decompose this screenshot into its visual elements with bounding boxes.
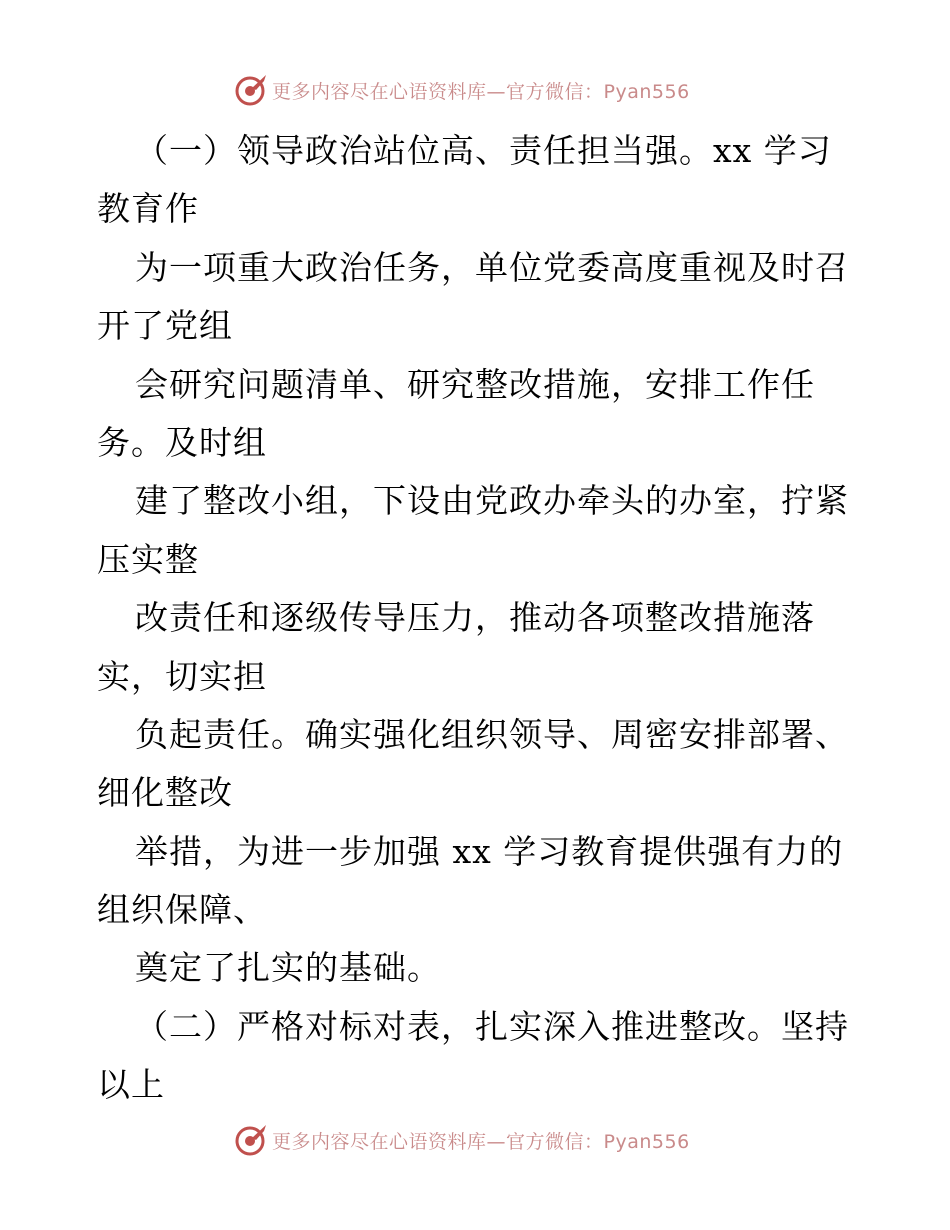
text-line: 举措，为进一步加强 xx 学习教育提供强有力的 <box>135 831 844 871</box>
text-line: 务。及时组 <box>97 422 267 462</box>
text-line: 细化整改 <box>97 773 233 813</box>
header-watermark-banner <box>234 70 690 110</box>
header-banner-text: 更多内容尽在心语资料库—官方微信：Pyan556 <box>272 80 690 103</box>
text-line: 建了整改小组，下设由党政办牵头的办室，拧紧 <box>135 481 849 521</box>
footer-watermark-banner <box>234 1120 690 1160</box>
text-line: 奠定了扎实的基础。 <box>135 948 441 988</box>
quill-circle-logo-icon <box>234 1123 268 1157</box>
text-line: 组织保障、 <box>97 890 267 930</box>
text-line: 改责任和逐级传导压力，推动各项整改措施落 <box>135 598 815 638</box>
text-line: 教育作 <box>97 189 199 229</box>
text-line: 为一项重大政治任务，单位党委高度重视及时召 <box>135 247 849 287</box>
text-line: 会研究问题清单、研究整改措施，安排工作任 <box>135 364 815 404</box>
text-line: （一）领导政治站位高、责任担当强。xx 学习 <box>135 131 832 170</box>
text-line: （二）严格对标对表，扎实深入推进整改。坚持 <box>135 1006 849 1046</box>
quill-circle-logo-icon <box>234 73 268 107</box>
text-line: 以上 <box>97 1065 165 1105</box>
text-line: 开了党组 <box>97 306 233 346</box>
text-line: 负起责任。确实强化组织领导、周密安排部署、 <box>135 714 849 754</box>
footer-banner-text: 更多内容尽在心语资料库—官方微信：Pyan556 <box>272 1130 690 1153</box>
text-line: 压实整 <box>97 539 199 579</box>
text-line: 实，切实担 <box>97 656 267 696</box>
document-body <box>97 122 857 1115</box>
